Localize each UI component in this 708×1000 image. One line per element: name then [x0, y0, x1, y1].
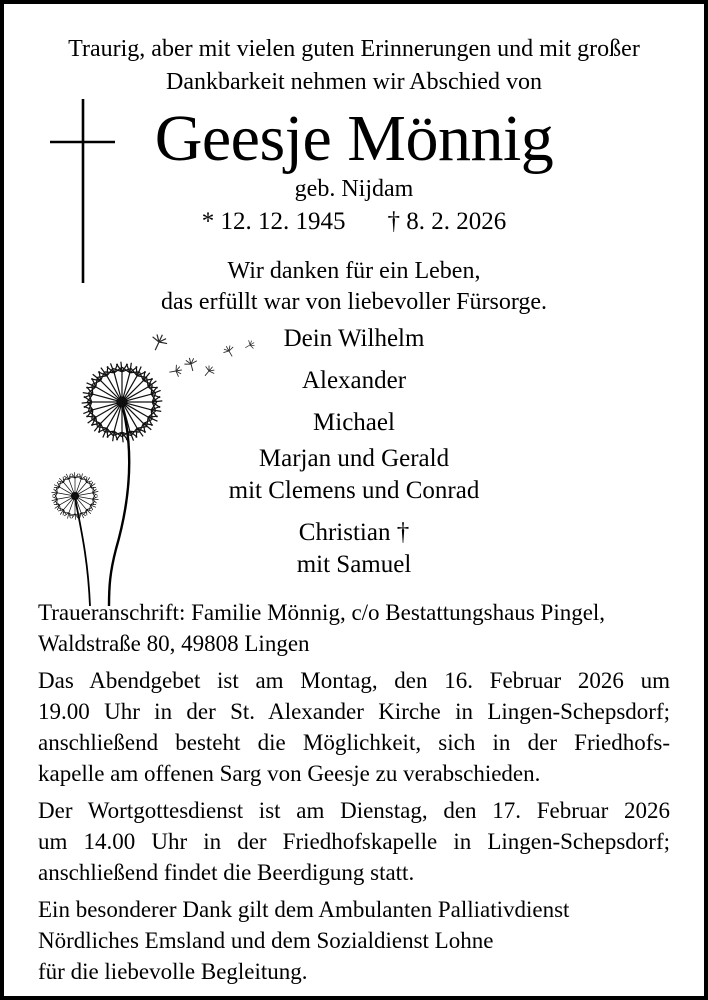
deceased-name: Geesje Mönnig [154, 102, 554, 175]
death-date: † 8. 2. 2026 [387, 208, 507, 235]
dank-line-3: für die liebevolle Begleitung. [38, 959, 308, 984]
mourner-samuel: mit Samuel [296, 551, 412, 578]
mourner-alexander: Alexander [301, 367, 407, 394]
abendgebet-paragraph [38, 665, 670, 789]
wortgottesdienst-line-3: anschließend findet die Beerdigung statt. [38, 860, 415, 885]
mourner-clemens-conrad: mit Clemens und Conrad [228, 477, 480, 504]
mourner-wilhelm: Dein Wilhelm [283, 325, 425, 352]
notice-details [4, 597, 704, 987]
epitaph-line-2: das erfüllt war von liebevoller Fürsorge. [160, 289, 548, 315]
epitaph-line-1: Wir danken für ein Leben, [227, 258, 481, 284]
maiden-name: geb. Nijdam [294, 176, 414, 202]
abendgebet-line-2: 19.00 Uhr in der St. Alexander Kirche in Lingen-Schepsdorf; [38, 699, 670, 724]
address-line-1: Traueranschrift: Familie Mönnig, c/o Bestattungshaus Pingel, [38, 600, 606, 625]
intro-line-1: Traurig, aber mit vielen guten Erinnerungen und mit großer [68, 36, 640, 62]
dandelion-image [26, 324, 268, 610]
dank-paragraph [38, 894, 670, 987]
intro-text [4, 33, 704, 99]
mourner-christian: Christian † [298, 519, 410, 546]
address-line-2: Waldstraße 80, 49808 Lingen [38, 631, 310, 656]
dank-line-2: Nördliches Emsland und dem Sozialdienst Lohne [38, 928, 494, 953]
wortgottesdienst-line-1: Der Wortgottesdienst ist am Dienstag, den 17. Februar 2026 [38, 798, 670, 823]
abendgebet-line-1: Das Abendgebet ist am Montag, den 16. Februar 2026 um [38, 668, 670, 693]
wortgottesdienst-line-2: um 14.00 Uhr in der Friedhofskapelle in Lingen-Schepsdorf; [38, 829, 670, 854]
abendgebet-line-4: kapelle am offenen Sarg von Geesje zu verabschieden. [38, 761, 541, 786]
intro-line-2: Dankbarkeit nehmen wir Abschied von [166, 69, 542, 95]
dank-line-1: Ein besonderer Dank gilt dem Ambulanten Palliativdienst [38, 897, 570, 922]
cross-icon [44, 96, 122, 286]
abendgebet-line-3: anschließend besteht die Möglichkeit, sich in der Friedhofs- [38, 730, 670, 755]
wortgottesdienst-paragraph [38, 795, 670, 888]
mourner-marjan-gerald: Marjan und Gerald [258, 445, 450, 472]
mourner-michael: Michael [313, 409, 395, 436]
birth-date: * 12. 12. 1945 [201, 208, 346, 235]
